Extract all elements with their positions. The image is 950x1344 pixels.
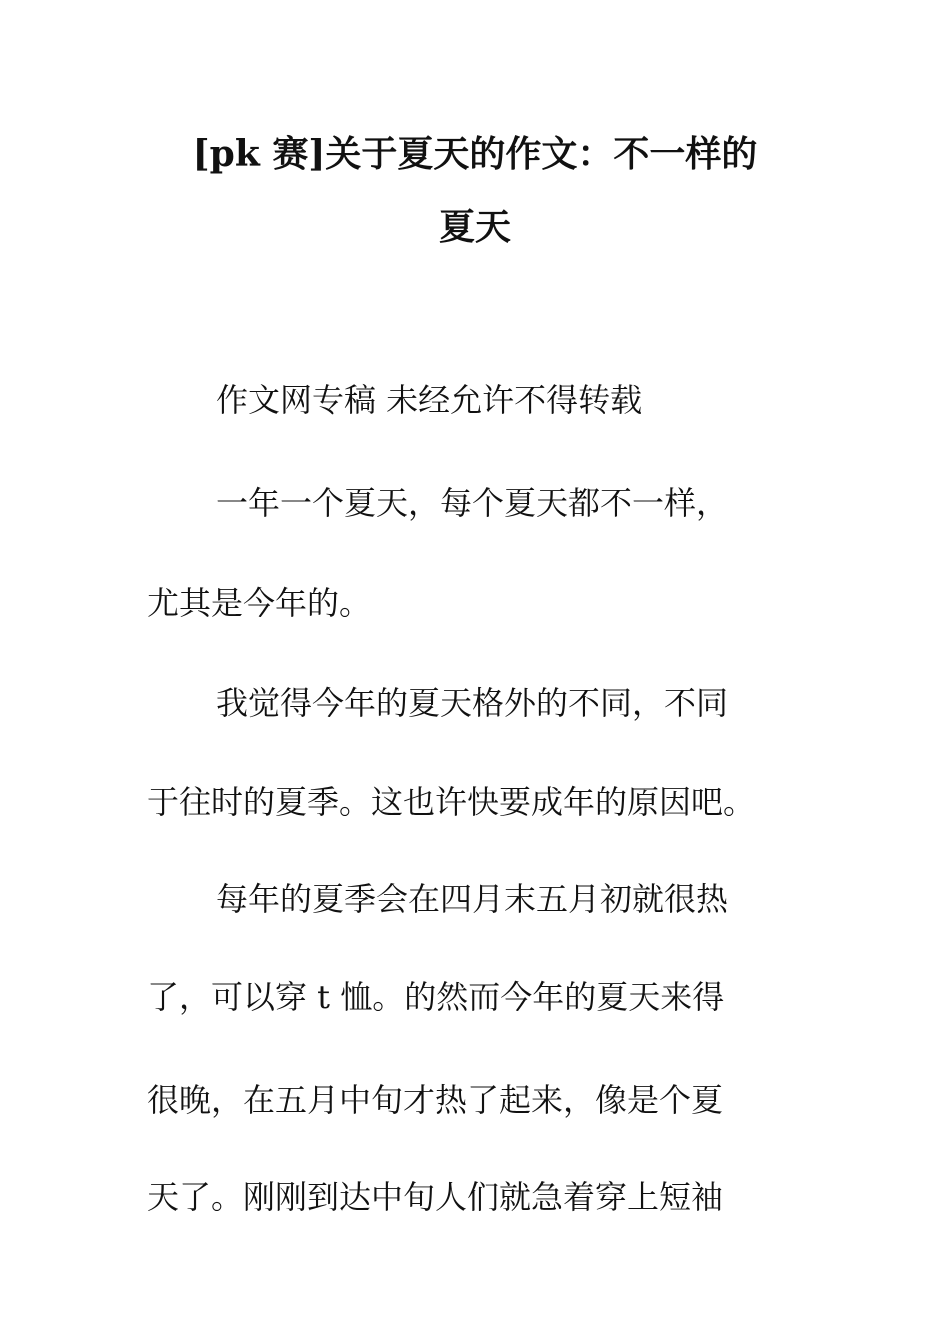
document-title-line-1: [pk 赛]关于夏天的作文：不一样的 bbox=[192, 133, 758, 175]
paragraph-1-line-2: 尤其是今年的。 bbox=[147, 584, 372, 622]
paragraph-2-line-1: 我觉得今年的夏天格外的不同，不同 bbox=[216, 684, 729, 722]
document-title-line-2: 夏天 bbox=[438, 206, 511, 248]
byline: 作文网专稿 未经允许不得转载 bbox=[216, 381, 643, 419]
paragraph-2-line-2: 于往时的夏季。这也许快要成年的原因吧。 bbox=[147, 783, 756, 821]
paragraph-3-line-3: 很晚，在五月中旬才热了起来，像是个夏 bbox=[147, 1081, 724, 1119]
paragraph-1-line-1: 一年一个夏天，每个夏天都不一样， bbox=[216, 484, 729, 522]
paragraph-3-line-1: 每年的夏季会在四月末五月初就很热 bbox=[216, 880, 729, 918]
paragraph-3-line-2: 了，可以穿 t 恤。的然而今年的夏天来得 bbox=[147, 978, 725, 1016]
paragraph-3-line-4: 天了。刚刚到达中旬人们就急着穿上短袖 bbox=[147, 1178, 724, 1216]
